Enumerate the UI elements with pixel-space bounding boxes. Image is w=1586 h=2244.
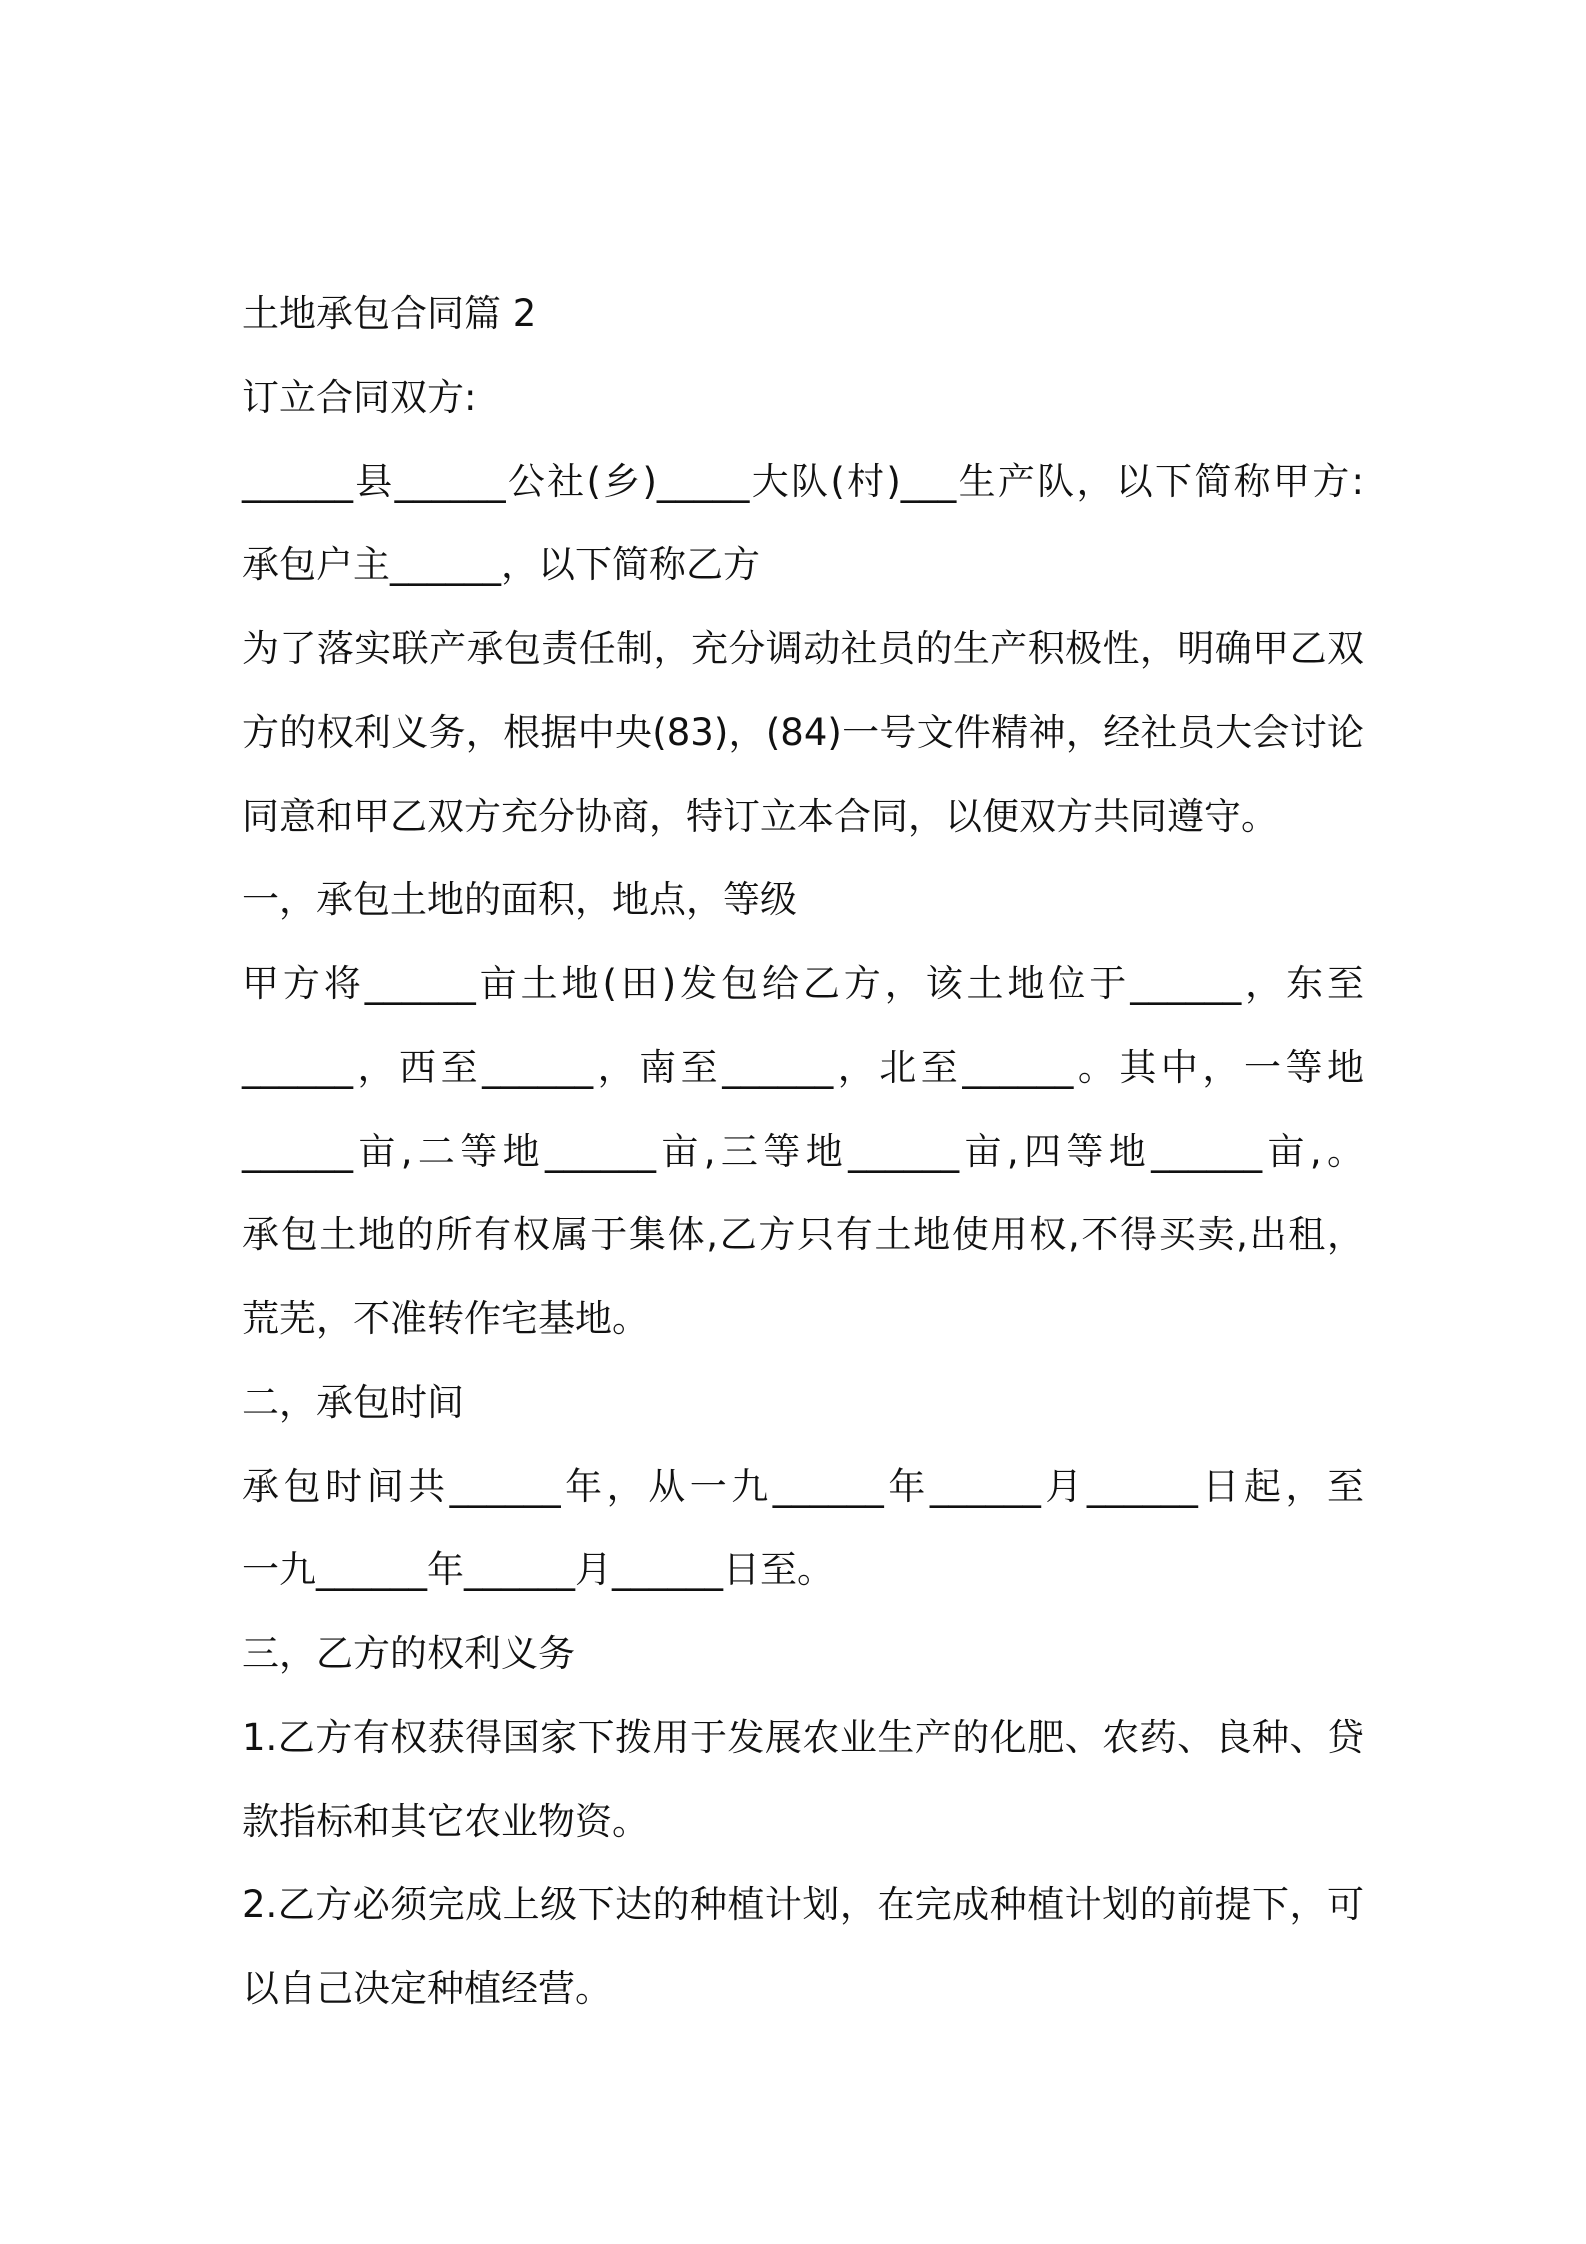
party-b-line: 承包户主______，以下简称乙方 — [242, 543, 760, 587]
section-line: 荒芜，不准转作宅基地。 — [242, 1297, 649, 1340]
section-line: 2.乙方必须完成上级下达的种植计划，在完成种植计划的前提下，可 — [242, 1883, 1364, 1927]
section-heading: 二，承包时间 — [242, 1380, 464, 1424]
contract-title: 土地承包合同篇 2 — [242, 292, 537, 335]
parties-heading: 订立合同双方: — [242, 375, 477, 419]
section-line: 承包时间共______年，从一九______年______月______日起，至 — [242, 1464, 1364, 1508]
preamble-line: 为了落实联产承包责任制，充分调动社员的生产积极性，明确甲乙双 — [242, 627, 1364, 670]
section-line: ______亩,二等地______亩,三等地______亩,四等地______亩,。 — [242, 1129, 1364, 1173]
section-line: 1.乙方有权获得国家下拨用于发展农业生产的化肥、农药、良种、贷 — [242, 1715, 1364, 1759]
document-body — [242, 272, 1364, 2031]
party-a-line: ______县______公社(乡)_____大队(村)___生产队，以下简称甲方: — [242, 459, 1364, 503]
preamble-line: 方的权利义务，根据中央(83)，(84)一号文件精神，经社员大会讨论 — [242, 710, 1364, 754]
section-line: 款指标和其它农业物资。 — [242, 1799, 649, 1843]
section-line: 以自己决定种植经营。 — [242, 1967, 612, 2010]
preamble-line: 同意和甲乙双方充分协商，特订立本合同，以便双方共同遵守。 — [242, 794, 1278, 838]
section-heading: 三，乙方的权利义务 — [242, 1632, 575, 1675]
section-line: 承包土地的所有权属于集体,乙方只有土地使用权,不得买卖,出租， — [242, 1213, 1364, 1257]
section-line: ______，西至______，南至______，北至______。其中，一等地 — [242, 1045, 1364, 1089]
section-heading: 一，承包土地的面积，地点，等级 — [242, 878, 797, 922]
section-line: 甲方将______亩土地(田)发包给乙方，该土地位于______，东至 — [242, 962, 1364, 1005]
section-line: 一九______年______月______日至。 — [242, 1548, 834, 1592]
